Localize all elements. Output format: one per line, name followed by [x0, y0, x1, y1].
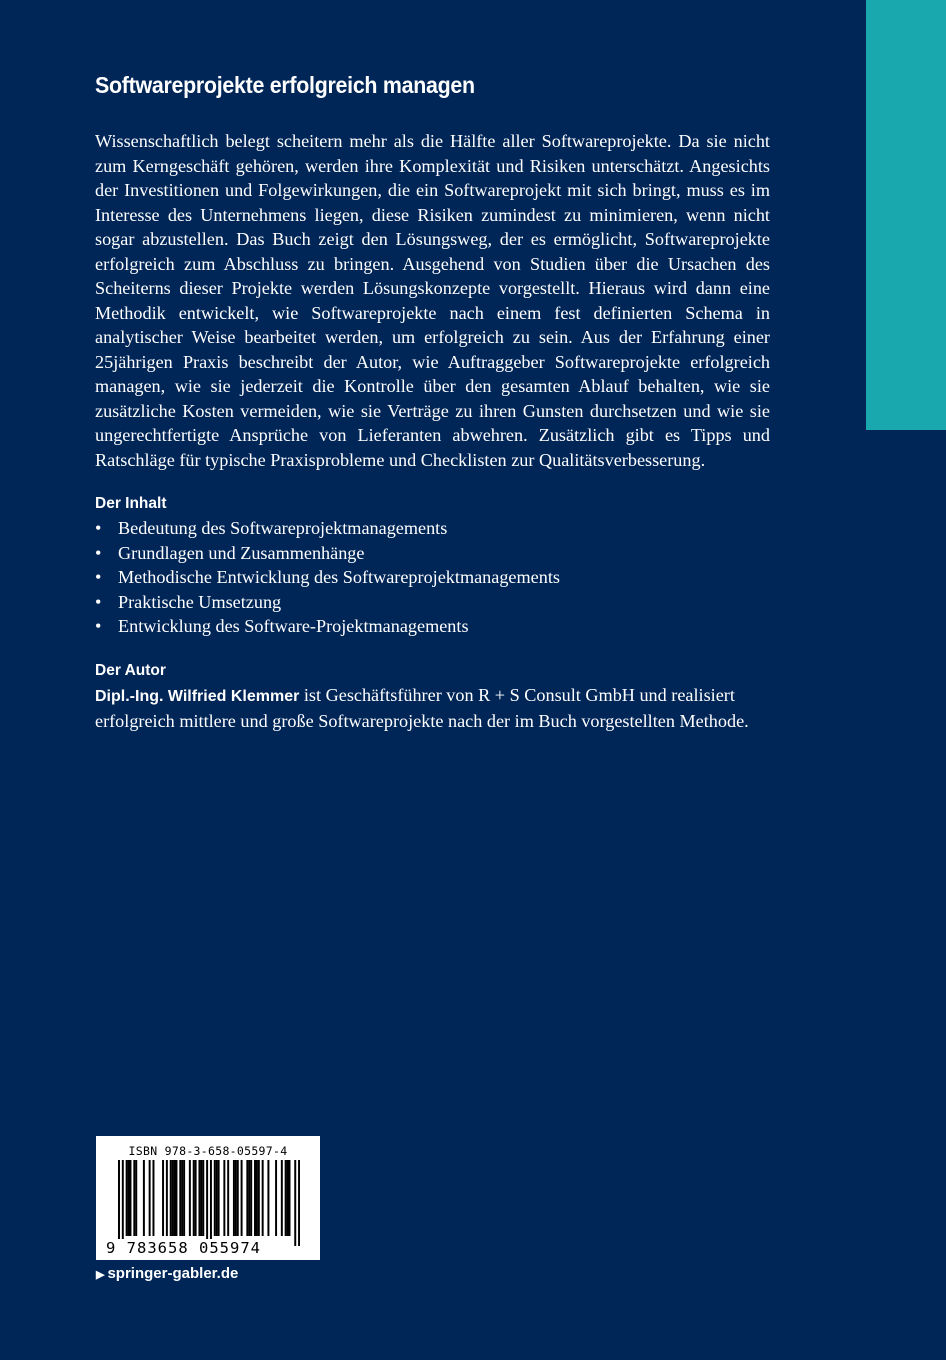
barcode-bar [214, 1160, 216, 1236]
barcode-bar [135, 1160, 137, 1236]
barcode-bar [206, 1160, 208, 1246]
barcode-bar [126, 1160, 128, 1236]
barcode-bar [172, 1160, 174, 1236]
barcode-bar [118, 1160, 120, 1246]
list-item-label: Bedeutung des Softwareprojektmanagements [118, 518, 448, 538]
barcode-bar [281, 1160, 283, 1236]
arrow-right-icon: ▶ [96, 1269, 105, 1281]
isbn-barcode [96, 1136, 320, 1260]
publisher-url: springer-gabler.de [107, 1265, 239, 1282]
accent-strip [866, 0, 946, 430]
barcode-bar [287, 1160, 289, 1236]
barcode-bar [248, 1160, 250, 1236]
barcode-bar [262, 1160, 264, 1236]
barcode-bar [143, 1160, 145, 1236]
barcode-bar [198, 1160, 200, 1236]
bullet-icon: • [95, 591, 102, 612]
author-paragraph [95, 683, 770, 734]
author-name: Dipl.-Ing. Wilfried Klemmer [95, 687, 300, 705]
ean-digits: 9 783658 055974 [106, 1239, 261, 1257]
barcode-bar [179, 1160, 181, 1236]
barcode-bar [152, 1160, 154, 1236]
barcode-bar [170, 1160, 172, 1236]
barcode-bar [189, 1160, 191, 1236]
barcode-bar [254, 1160, 256, 1236]
list-item-label: Praktische Umsetzung [118, 591, 282, 612]
barcode-bar [258, 1160, 260, 1236]
barcode-bar [289, 1160, 291, 1236]
list-item-label: Methodische Entwicklung des Softwareprojektmanagements [118, 567, 560, 587]
barcode-bar [210, 1160, 212, 1246]
list-item-label: Entwicklung des Software-Projektmanagements [118, 616, 469, 636]
list-item [95, 516, 770, 541]
barcode-bar [218, 1160, 220, 1236]
barcode-bar [195, 1160, 197, 1236]
isbn-label: ISBN 978-3-658-05597-4 [128, 1144, 288, 1158]
contents-heading: Der Inhalt [95, 495, 167, 512]
barcode-bar [162, 1160, 164, 1236]
bullet-icon: • [95, 518, 102, 538]
barcode-bar [227, 1160, 229, 1236]
barcode-bar [237, 1160, 239, 1236]
barcode-bar [129, 1160, 131, 1236]
barcode-bars [118, 1160, 300, 1246]
bullet-icon: • [95, 567, 102, 587]
barcode-bar [216, 1160, 218, 1236]
barcode-bar [200, 1160, 202, 1236]
barcode-bar [181, 1160, 183, 1236]
bullet-icon: • [95, 616, 102, 636]
contents-list [95, 516, 770, 639]
barcode-bar [267, 1160, 269, 1236]
barcode-bar [175, 1160, 177, 1236]
barcode-bar [133, 1160, 135, 1236]
list-item-label: Grundlagen und Zusammenhänge [118, 542, 365, 563]
barcode-bar [202, 1160, 204, 1236]
back-cover-content [95, 72, 770, 734]
barcode-bar [246, 1160, 248, 1236]
barcode-bar [174, 1160, 176, 1236]
book-description: Wissenschaftlich belegt scheitern mehr als die Hälfte aller Softwareprojekte. Da sie nicht zum Kerngeschäft gehören, werden ihre Komplexität und Risiken unterschätzt. Angesichts der Investitionen und Folgewirkungen, die ein Softwareprojekt mit sich bringt, muss es im Interesse des Unternehmens liegen, diese Risiken zumindest zu minimieren, wenn nicht sogar abzustellen. Das Buch zeigt den Lösungsweg, der es ermöglicht, Softwareprojekte erfolgreich zum Abschluss zu bringen. Ausgehend von Studien über die Ursachen des Scheiterns dieser Projekte werden Lösungskonzepte vorgestellt. Hieraus wird dann eine Methodik entwickelt, wie Softwareprojekte nach einem fest definierten Schema in analytischer Weise bearbeitet werden, um erfolgreich zu sein. Aus der Erfahrung einer 25jährigen Praxis beschreibt der Autor, wie Auftraggeber Softwareprojekte erfolgreich managen, wie sie jederzeit die Kontrolle über den gesamten Ablauf behalten, wie sie zusätzliche Kosten vermeiden, wie sie Verträge zu ihren Gunsten durchsetzen und wie sie ungerechtfertigte Ansprüche von Lieferanten abwehren. Zusätzlich gibt es Tipps und Ratschläge für typische Praxisprobleme und Checklisten zur Qualitätsverbesserung. [95, 131, 770, 470]
author-bio: ist Geschäftsführer von R + S Consult GmbH und realisiert erfolgreich mittlere und große Softwareprojekte nach der im Buch vorgestellten Methode. [95, 684, 749, 731]
list-item [95, 541, 770, 566]
barcode-bar [223, 1160, 225, 1236]
bullet-icon: • [95, 542, 102, 563]
barcode-bar [241, 1160, 243, 1236]
author-heading: Der Autor [95, 661, 166, 679]
barcode-bar [128, 1160, 130, 1236]
barcode-bar [166, 1160, 168, 1236]
barcode-bar [183, 1160, 185, 1236]
list-item [95, 590, 770, 615]
barcode-bar [298, 1160, 300, 1246]
book-title: Softwareprojekte erfolgreich managen [95, 72, 475, 98]
publisher-link[interactable] [96, 1265, 238, 1282]
barcode-bar [122, 1160, 124, 1246]
barcode-bar [235, 1160, 237, 1236]
barcode-bar [250, 1160, 252, 1236]
barcode-bar [193, 1160, 195, 1236]
barcode-bar [256, 1160, 258, 1236]
barcode-bar [285, 1160, 287, 1236]
barcode-bar [275, 1160, 277, 1236]
barcode-bar [233, 1160, 235, 1236]
barcode-bar [294, 1160, 296, 1246]
list-item [95, 614, 770, 639]
list-item [95, 565, 770, 590]
barcode-bar [149, 1160, 151, 1236]
